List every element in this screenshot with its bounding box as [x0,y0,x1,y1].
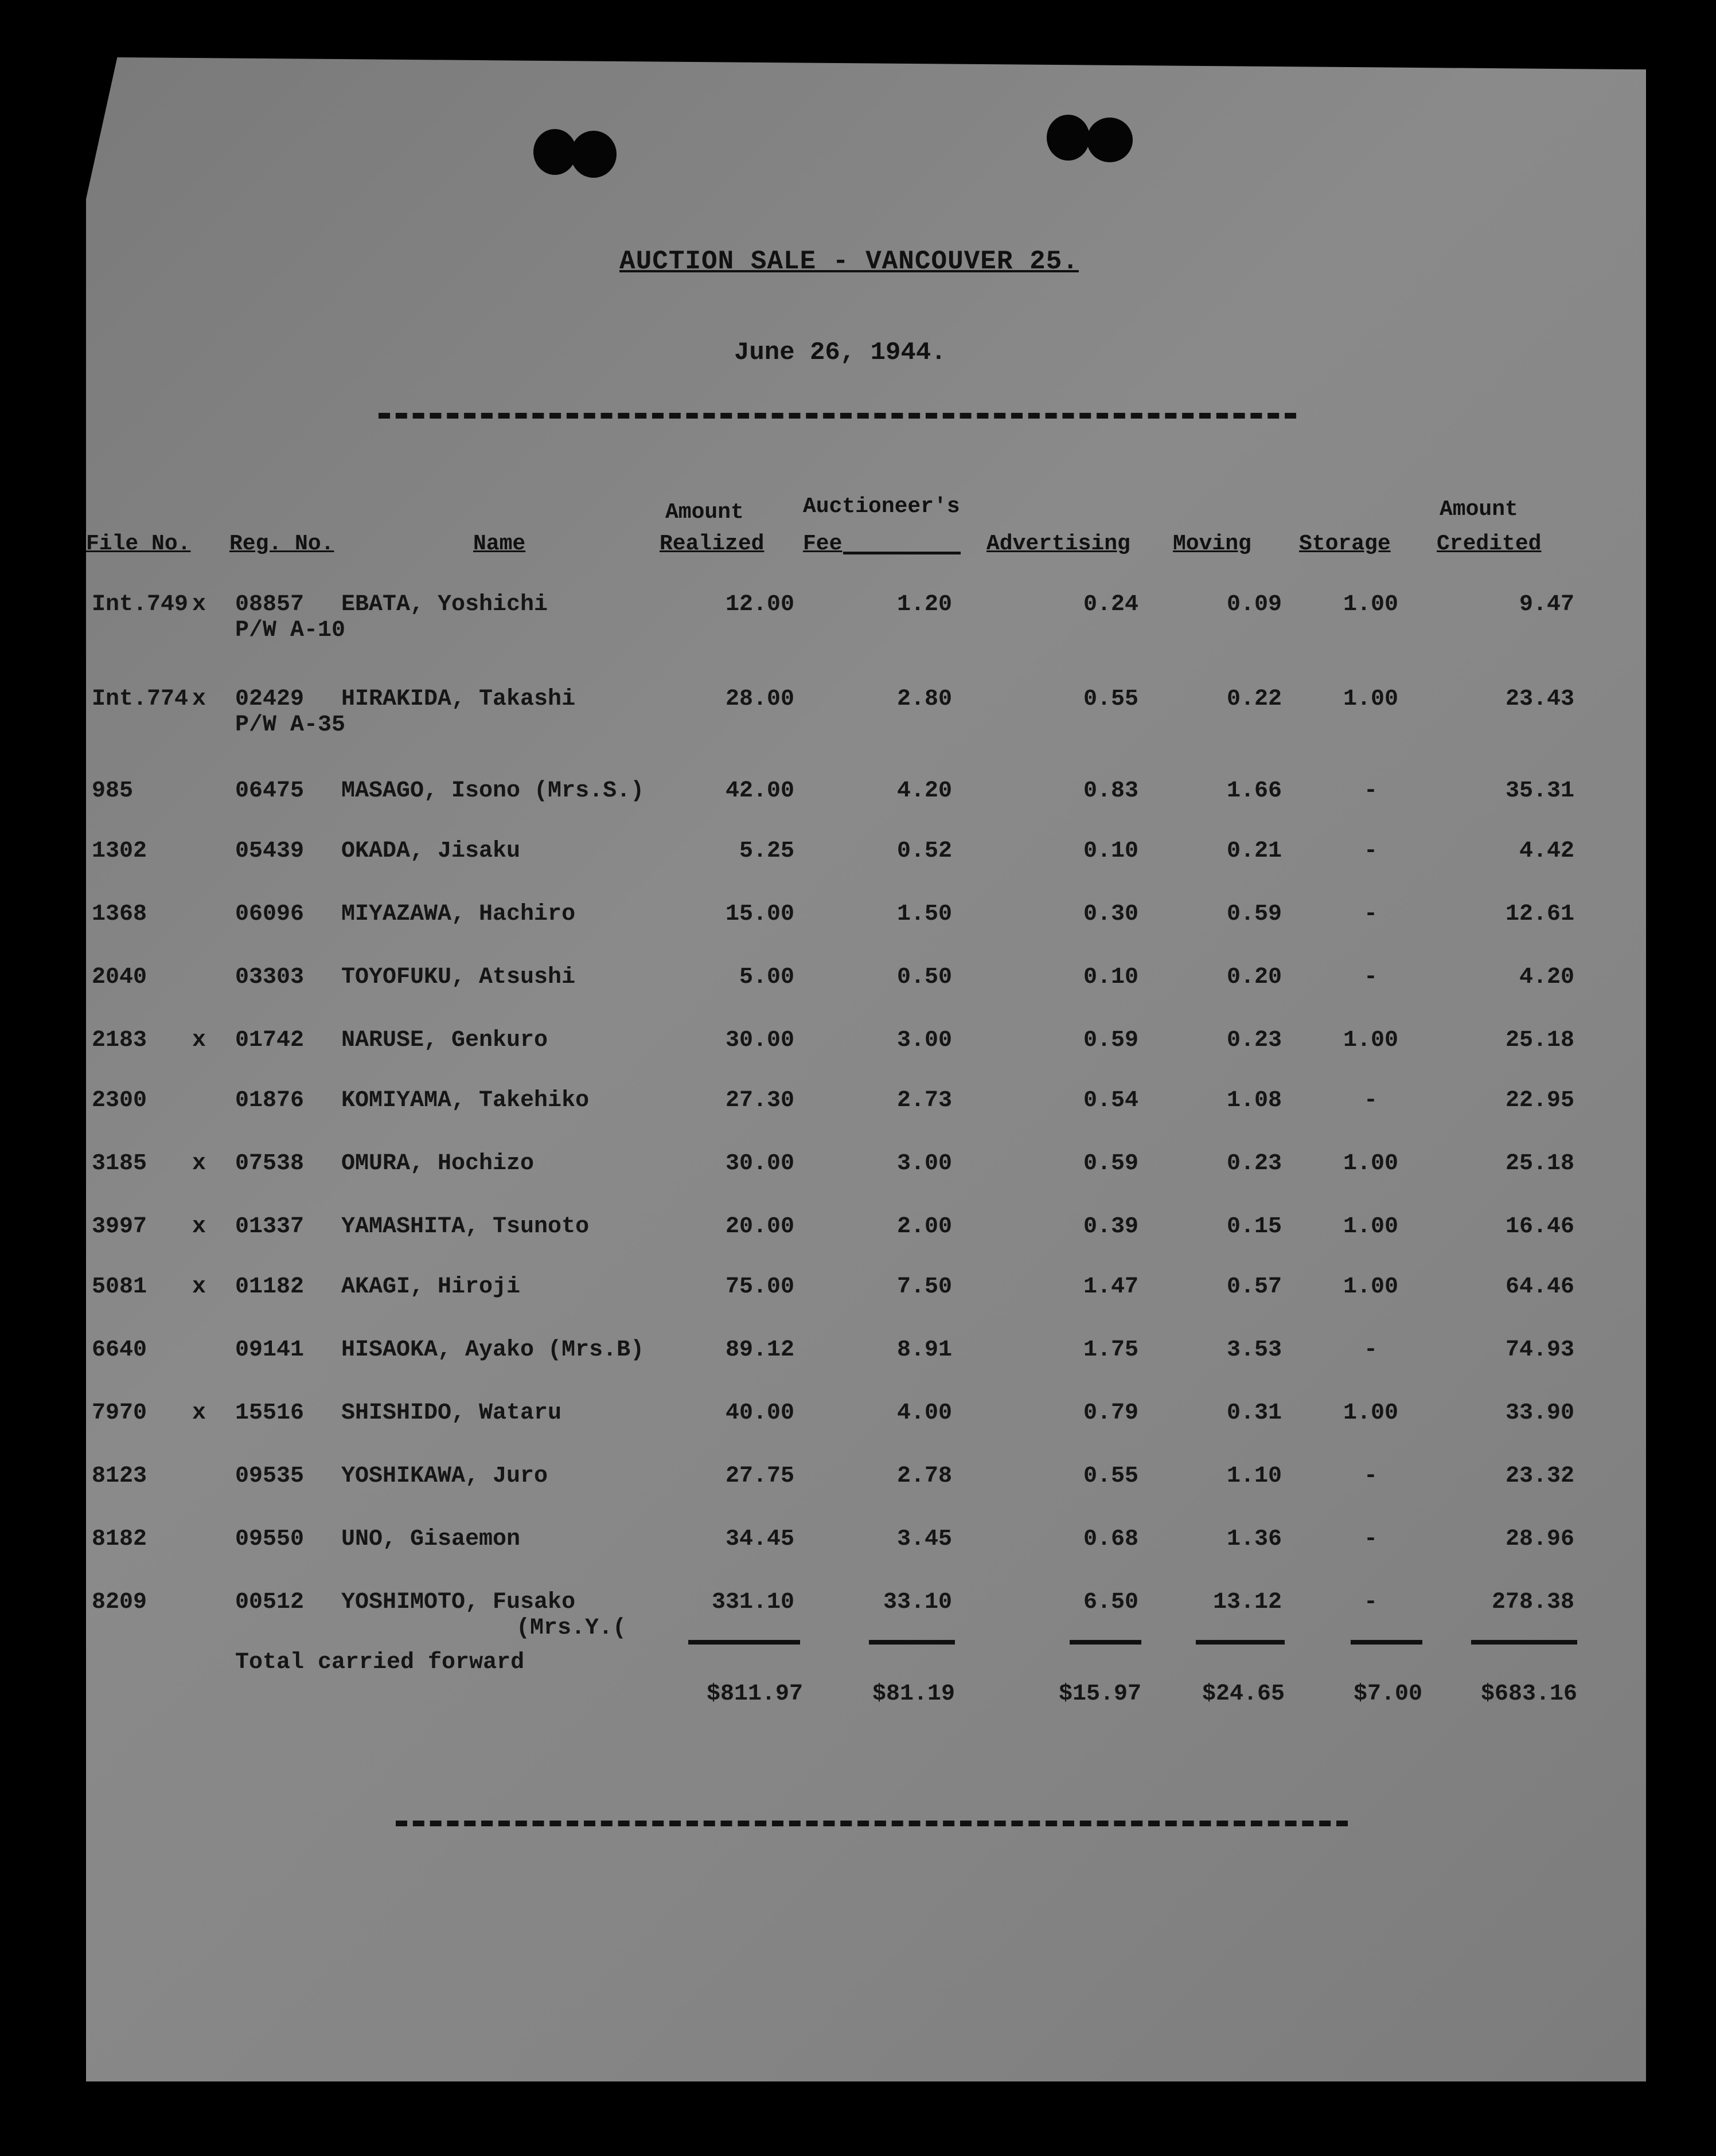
cell-file-no: Int.774 [92,686,189,712]
cell-x-mark: x [192,1151,206,1177]
total-rule-moving [1196,1640,1285,1645]
cell-fee: 33.10 [883,1589,952,1615]
col-header-file-no: File No. [86,532,191,556]
cell-x-mark: x [192,686,206,712]
cell-name: HISAOKA, Ayako (Mrs.B) [341,1337,645,1363]
cell-name: OKADA, Jisaku [341,838,521,864]
cell-storage: - [1363,838,1378,864]
cell-reg-no: 02429 [235,686,305,712]
cell-fee: 4.00 [896,1400,952,1426]
cell-fee: 1.50 [896,901,952,927]
cell-advertising: 1.75 [1083,1337,1138,1363]
cell-credited: 74.93 [1505,1337,1574,1363]
cell-realized: 89.12 [725,1337,794,1363]
cell-realized: 27.75 [725,1463,794,1489]
total-rule-advertising [1070,1640,1141,1645]
cell-advertising: 0.59 [1083,1028,1138,1053]
cell-moving: 0.23 [1226,1028,1282,1053]
cell-name: NARUSE, Genkuro [341,1028,548,1053]
cell-credited: 23.32 [1505,1463,1574,1489]
cell-reg-no: 00512 [235,1589,305,1615]
cell-storage: 1.00 [1343,592,1398,618]
cell-fee: 3.00 [896,1028,952,1053]
total-realized: $811.97 [706,1681,803,1707]
cell-realized: 75.00 [725,1274,794,1300]
cell-advertising: 0.10 [1083,838,1138,864]
cell-reg-no: 08857 [235,592,305,618]
cell-realized: 12.00 [725,592,794,618]
cell-credited: 278.38 [1491,1589,1574,1615]
cell-reg-no: 05439 [235,838,305,864]
cell-storage: 1.00 [1343,1151,1398,1177]
cell-realized: 27.30 [725,1088,794,1114]
cell-realized: 30.00 [725,1151,794,1177]
cell-advertising: 0.39 [1083,1214,1138,1240]
cell-moving: 1.36 [1226,1526,1282,1552]
cell-advertising: 0.83 [1083,778,1138,804]
cell-reg-no: 06096 [235,901,305,927]
col-header-storage: Storage [1299,532,1391,556]
cell-credited: 16.46 [1505,1214,1574,1240]
cell-reg-no: 09550 [235,1526,305,1552]
cell-fee: 2.80 [896,686,952,712]
cell-realized: 30.00 [725,1028,794,1053]
cell-storage: - [1363,1337,1378,1363]
total-rule-credited [1471,1640,1577,1645]
cell-moving: 3.53 [1226,1337,1282,1363]
document-title: AUCTION SALE - VANCOUVER 25. [619,247,1079,276]
cell-name: EBATA, Yoshichi [341,592,548,618]
cell-name: AKAGI, Hiroji [341,1274,521,1300]
cell-x-mark: x [192,592,206,618]
cell-name: YAMASHITA, Tsunoto [341,1214,590,1240]
cell-credited: 22.95 [1505,1088,1574,1114]
cell-advertising: 0.10 [1083,964,1138,990]
cell-reg-no: 01742 [235,1028,305,1053]
total-fee: $81.19 [872,1681,955,1707]
cell-advertising: 0.59 [1083,1151,1138,1177]
cell-x-mark: x [192,1214,206,1240]
punch-hole [1087,118,1133,162]
cell-reg-no: 09535 [235,1463,305,1489]
cell-credited: 23.43 [1505,686,1574,712]
cell-realized: 331.10 [711,1589,794,1615]
total-rule-fee [869,1640,955,1645]
cell-realized: 40.00 [725,1400,794,1426]
divider-dashed-bottom [396,1821,1348,1832]
cell-moving: 0.21 [1226,838,1282,864]
cell-fee: 2.73 [896,1088,952,1114]
cell-fee: 7.50 [896,1274,952,1300]
col-header-reg-no: Reg. No. [229,532,334,556]
total-storage: $7.00 [1353,1681,1422,1707]
cell-name: UNO, Gisaemon [341,1526,521,1552]
cell-realized: 5.25 [739,838,794,864]
punch-hole [1047,115,1090,161]
cell-name: MIYAZAWA, Hachiro [341,901,576,927]
cell-name-line2: P/W A-10 [235,618,346,643]
cell-reg-no: 06475 [235,778,305,804]
cell-fee: 1.20 [896,592,952,618]
cell-storage: - [1363,1463,1378,1489]
cell-credited: 12.61 [1505,901,1574,927]
cell-storage: 1.00 [1343,1400,1398,1426]
cell-moving: 0.59 [1226,901,1282,927]
cell-name-line2: P/W A-35 [235,712,346,738]
cell-advertising: 0.55 [1083,1463,1138,1489]
cell-moving: 0.20 [1226,964,1282,990]
cell-credited: 28.96 [1505,1526,1574,1552]
cell-credited: 35.31 [1505,778,1574,804]
cell-file-no: 6640 [92,1337,147,1363]
cell-file-no: 1368 [92,901,147,927]
col-header-advertising: Advertising [986,532,1130,556]
cell-fee: 0.52 [896,838,952,864]
cell-realized: 5.00 [739,964,794,990]
cell-advertising: 1.47 [1083,1274,1138,1300]
cell-x-mark: x [192,1028,206,1053]
cell-file-no: 3997 [92,1214,147,1240]
col-header-name: Name [473,532,526,556]
cell-moving: 0.57 [1226,1274,1282,1300]
cell-storage: - [1363,1088,1378,1114]
cell-moving: 0.23 [1226,1151,1282,1177]
cell-storage: - [1363,901,1378,927]
cell-moving: 1.66 [1226,778,1282,804]
total-advertising: $15.97 [1058,1681,1141,1707]
cell-moving: 13.12 [1212,1589,1282,1615]
cell-credited: 64.46 [1505,1274,1574,1300]
cell-reg-no: 03303 [235,964,305,990]
cell-credited: 25.18 [1505,1028,1574,1053]
cell-storage: 1.00 [1343,1028,1398,1053]
col-header-moving: Moving [1173,532,1251,556]
cell-fee: 8.91 [896,1337,952,1363]
col-header-fee-top: Auctioneer's [803,494,960,519]
cell-advertising: 0.55 [1083,686,1138,712]
cell-advertising: 0.54 [1083,1088,1138,1114]
cell-storage: - [1363,964,1378,990]
cell-moving: 1.10 [1226,1463,1282,1489]
fee-header-underline [843,552,961,554]
col-header-credited: Credited [1437,532,1542,556]
cell-realized: 20.00 [725,1214,794,1240]
cell-credited: 4.20 [1519,964,1574,990]
cell-reg-no: 01876 [235,1088,305,1114]
cell-file-no: Int.749 [92,592,189,618]
cell-fee: 0.50 [896,964,952,990]
cell-name: OMURA, Hochizo [341,1151,535,1177]
cell-reg-no: 15516 [235,1400,305,1426]
cell-file-no: 2300 [92,1088,147,1114]
cell-file-no: 8209 [92,1589,147,1615]
cell-realized: 42.00 [725,778,794,804]
cell-name: YOSHIMOTO, Fusako [341,1589,576,1615]
total-rule-realized [688,1640,800,1645]
col-header-realized-top: Amount [665,500,744,525]
cell-name: TOYOFUKU, Atsushi [341,964,576,990]
cell-moving: 0.22 [1226,686,1282,712]
cell-storage: 1.00 [1343,686,1398,712]
cell-advertising: 0.30 [1083,901,1138,927]
cell-credited: 25.18 [1505,1151,1574,1177]
cell-file-no: 7970 [92,1400,147,1426]
cell-x-mark: x [192,1400,206,1426]
cell-fee: 2.78 [896,1463,952,1489]
cell-realized: 15.00 [725,901,794,927]
cell-advertising: 0.79 [1083,1400,1138,1426]
cell-credited: 33.90 [1505,1400,1574,1426]
cell-fee: 2.00 [896,1214,952,1240]
cell-fee: 3.45 [896,1526,952,1552]
cell-moving: 0.09 [1226,592,1282,618]
total-credited: $683.16 [1480,1681,1577,1707]
cell-file-no: 8123 [92,1463,147,1489]
cell-advertising: 0.68 [1083,1526,1138,1552]
cell-name: MASAGO, Isono (Mrs.S.) [341,778,645,804]
cell-name-line2: (Mrs.Y.( [516,1615,627,1641]
col-header-realized: Realized [660,532,765,556]
cell-file-no: 2183 [92,1028,147,1053]
cell-storage: - [1363,778,1378,804]
cell-file-no: 1302 [92,838,147,864]
cell-advertising: 6.50 [1083,1589,1138,1615]
cell-file-no: 2040 [92,964,147,990]
cell-file-no: 8182 [92,1526,147,1552]
cell-reg-no: 09141 [235,1337,305,1363]
cell-name: SHISHIDO, Wataru [341,1400,562,1426]
cell-storage: - [1363,1526,1378,1552]
cell-file-no: 985 [92,778,134,804]
cell-name: HIRAKIDA, Takashi [341,686,576,712]
punch-hole [571,131,617,178]
cell-credited: 4.42 [1519,838,1574,864]
document-date: June 26, 1944. [734,338,946,367]
cell-realized: 28.00 [725,686,794,712]
total-label: Total carried forward [235,1650,525,1675]
cell-credited: 9.47 [1519,592,1574,618]
cell-moving: 1.08 [1226,1088,1282,1114]
cell-realized: 34.45 [725,1526,794,1552]
cell-moving: 0.15 [1226,1214,1282,1240]
cell-reg-no: 01337 [235,1214,305,1240]
cell-storage: 1.00 [1343,1214,1398,1240]
cell-x-mark: x [192,1274,206,1300]
divider-dashed [379,413,1296,424]
col-header-fee: Fee [803,532,843,556]
cell-fee: 4.20 [896,778,952,804]
cell-advertising: 0.24 [1083,592,1138,618]
cell-storage: - [1363,1589,1378,1615]
cell-name: KOMIYAMA, Takehiko [341,1088,590,1114]
total-moving: $24.65 [1202,1681,1285,1707]
cell-storage: 1.00 [1343,1274,1398,1300]
total-rule-storage [1351,1640,1422,1645]
cell-file-no: 3185 [92,1151,147,1177]
punch-hole [533,129,576,175]
cell-reg-no: 01182 [235,1274,305,1300]
cell-reg-no: 07538 [235,1151,305,1177]
cell-moving: 0.31 [1226,1400,1282,1426]
col-header-credited-top: Amount [1440,497,1518,522]
cell-file-no: 5081 [92,1274,147,1300]
cell-name: YOSHIKAWA, Juro [341,1463,548,1489]
cell-fee: 3.00 [896,1151,952,1177]
